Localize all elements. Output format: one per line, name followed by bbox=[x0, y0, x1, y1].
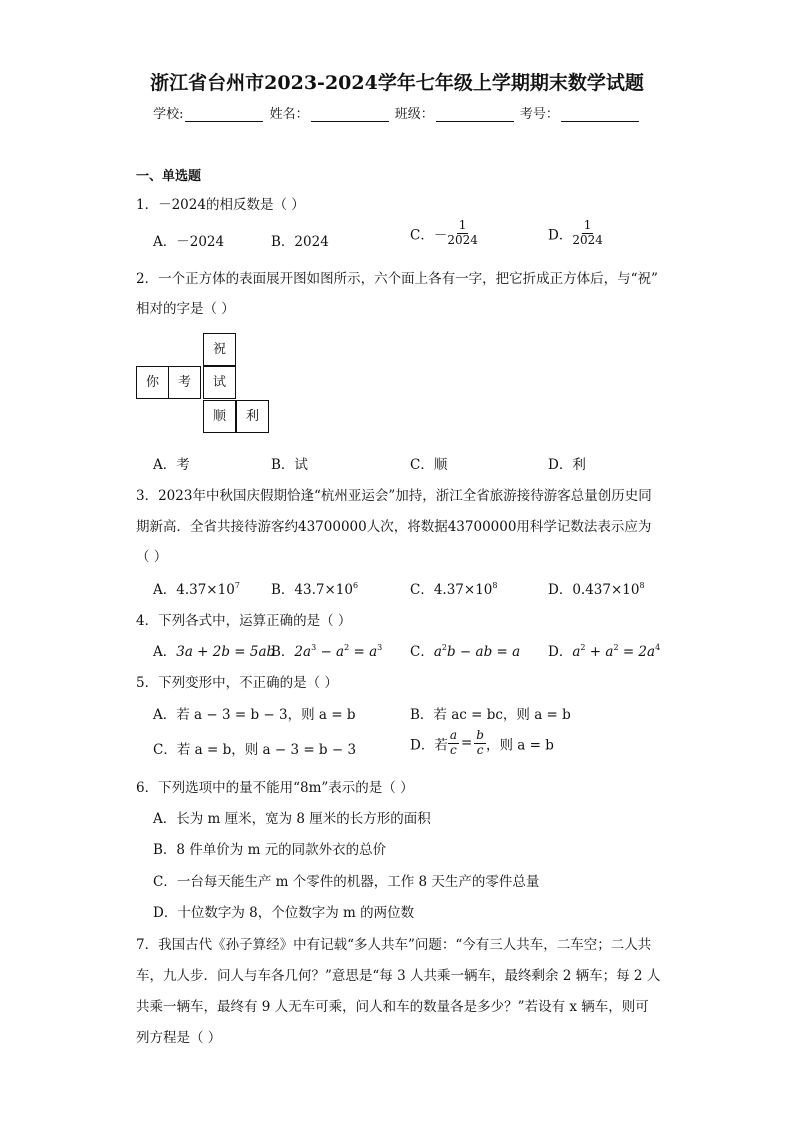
q6-option-b: B．8 件单价为 m 元的同款外衣的总价 bbox=[153, 842, 387, 858]
q1-option-a: A．－2024 bbox=[153, 234, 225, 250]
q3-c-exponent: 8 bbox=[492, 581, 498, 590]
q5-option-c: C．若 a = b，则 a − 3 = b − 3 bbox=[153, 742, 357, 758]
q3-b-exponent: 6 bbox=[352, 581, 359, 590]
exam-no-label: 考号： bbox=[519, 107, 559, 122]
q4-d-exp2: 2 bbox=[613, 643, 619, 652]
q3-option-c bbox=[410, 578, 497, 598]
question-3-stem-line3: （ ） bbox=[136, 549, 168, 565]
q4-b-exp1: 3 bbox=[311, 643, 317, 652]
q4-option-d bbox=[548, 640, 660, 660]
q6-option-d: D．十位数字为 8，个位数字为 m 的两位数 bbox=[153, 905, 415, 921]
q5-d-num2: b bbox=[476, 728, 484, 742]
q4-b-exp3: 3 bbox=[377, 643, 383, 652]
q3-a-base: A．4.37×10 bbox=[153, 582, 235, 598]
q2-option-a: A．考 bbox=[153, 457, 190, 473]
q4-d-label: D． bbox=[548, 644, 573, 660]
question-7-line4: 列方程是（ ） bbox=[136, 1030, 222, 1046]
q1-option-d bbox=[548, 219, 603, 248]
q2-option-c: C．顺 bbox=[410, 457, 448, 473]
question-2-stem-line2: 相对的字是（ ） bbox=[136, 301, 235, 317]
q4-b-term1: 2a bbox=[294, 644, 312, 660]
q4-b-term2: − a bbox=[316, 644, 345, 660]
q4-c-term2: b − ab = a bbox=[447, 644, 521, 660]
q1-d-prefix: D． bbox=[548, 227, 573, 244]
q4-b-term3: = a bbox=[349, 644, 378, 660]
net-cell-shi: 试 bbox=[203, 366, 236, 399]
name-blank bbox=[311, 109, 389, 122]
q4-option-b bbox=[271, 640, 382, 660]
q1-d-numerator: 1 bbox=[583, 218, 592, 232]
page-title: 浙江省台州市2023-2024学年七年级上学期期末数学试题 bbox=[150, 72, 644, 94]
q6-option-a: A．长为 m 厘米，宽为 8 厘米的长方形的面积 bbox=[153, 811, 431, 827]
q3-c-base: C．4.37×10 bbox=[410, 582, 493, 598]
q3-option-b bbox=[271, 578, 358, 598]
section-title: 一、单选题 bbox=[136, 169, 202, 184]
q4-b-label: B． bbox=[271, 644, 295, 660]
q2-option-d: D．利 bbox=[548, 457, 586, 473]
q1-d-denominator: 2024 bbox=[572, 232, 603, 247]
student-info-line bbox=[0, 103, 794, 122]
q6-option-c: C．一台每天能生产 m 个零件的机器，工作 8 天生产的零件总量 bbox=[153, 874, 540, 890]
q5-d-fraction-left bbox=[448, 729, 459, 758]
q5-option-b: B．若 ac = bc，则 a = b bbox=[410, 707, 571, 723]
q3-b-base: B．43.7×10 bbox=[271, 582, 353, 598]
question-3-stem-line1: 3．2023年中秋国庆假期恰逢“杭州亚运会”加持，浙江全省旅游接待游客总量创历史同 bbox=[136, 488, 652, 504]
q1-option-b: B．2024 bbox=[271, 234, 329, 250]
net-cell-kao: 考 bbox=[168, 366, 201, 399]
net-cell-zhu: 祝 bbox=[203, 333, 236, 366]
name-label: 姓名： bbox=[269, 107, 309, 122]
q4-b-exp2: 2 bbox=[344, 643, 350, 652]
q4-a-expression: 3a + 2b = 5ab bbox=[176, 644, 276, 660]
q5-d-den2: c bbox=[476, 742, 484, 757]
q5-d-prefix: D．若 bbox=[410, 737, 448, 754]
q1-c-numerator: 1 bbox=[458, 218, 467, 232]
question-2-stem-line1: 2．一个正方体的表面展开图如图所示，六个面上各有一字，把它折成正方体后，与“祝” bbox=[136, 271, 658, 287]
q5-d-num1: a bbox=[449, 728, 457, 742]
class-label: 班级： bbox=[394, 107, 434, 122]
q1-c-fraction bbox=[447, 219, 478, 248]
q4-d-exp3: 4 bbox=[655, 643, 661, 652]
school-label: 学校: bbox=[153, 107, 184, 122]
q1-c-denominator: 2024 bbox=[447, 232, 478, 247]
net-cell-li: 利 bbox=[236, 400, 269, 433]
q2-option-b: B．试 bbox=[271, 457, 308, 473]
question-7-line2: 车，九人步．问人与车各几何？”意思是“每 3 人共乘一辆车，最终剩余 2 辆车；每 2 人 bbox=[136, 968, 661, 984]
q4-d-term1: a bbox=[572, 644, 581, 660]
q4-a-label: A． bbox=[153, 644, 177, 660]
question-1-stem: 1．－2024的相反数是（ ） bbox=[136, 197, 305, 213]
q3-d-exponent: 8 bbox=[639, 581, 645, 590]
question-7-line1: 7．我国古代《孙子算经》中有记载“多人共车”问题：“今有三人共车，二车空；二人共 bbox=[136, 937, 652, 953]
class-blank bbox=[436, 109, 514, 122]
q5-option-d bbox=[410, 729, 554, 758]
question-7-line3: 共乘一辆车，最终有 9 人无车可乘，问人和车的数量各是多少？”若设有 x 辆车，则可 bbox=[136, 999, 649, 1015]
q3-option-d bbox=[548, 578, 645, 598]
question-6-stem: 6．下列选项中的量不能用“8m”表示的是（ ） bbox=[136, 780, 414, 796]
net-cell-shun: 顺 bbox=[203, 400, 236, 433]
q4-d-term2: + a bbox=[585, 644, 614, 660]
q4-c-exp1: 2 bbox=[441, 643, 447, 652]
q4-c-term1: a bbox=[433, 644, 442, 660]
exam-no-blank bbox=[561, 109, 639, 122]
q5-d-fraction-right bbox=[474, 729, 486, 758]
q1-d-fraction bbox=[572, 219, 603, 248]
school-blank bbox=[185, 109, 263, 122]
q5-d-equals: = bbox=[460, 735, 473, 752]
q4-d-term3: = 2a bbox=[618, 644, 656, 660]
q3-a-exponent: 7 bbox=[234, 581, 240, 590]
q3-option-a bbox=[153, 578, 240, 598]
q5-option-a: A．若 a − 3 = b − 3，则 a = b bbox=[153, 707, 356, 723]
q1-option-c bbox=[410, 219, 478, 248]
q5-d-suffix: ，则 a = b bbox=[485, 737, 554, 754]
q4-option-a bbox=[153, 640, 275, 660]
q4-c-label: C． bbox=[410, 644, 434, 660]
question-3-stem-line2: 期新高．全省共接待游客约43700000人次，将数据43700000用科学记数法表示应为 bbox=[136, 519, 652, 535]
q4-d-exp1: 2 bbox=[580, 643, 586, 652]
q1-c-prefix: C．－ bbox=[410, 227, 448, 244]
q3-d-base: D．0.437×10 bbox=[548, 582, 640, 598]
question-4-stem: 4．下列各式中，运算正确的是（ ） bbox=[136, 613, 352, 629]
q5-d-den1: c bbox=[450, 742, 457, 757]
q4-option-c bbox=[410, 640, 520, 660]
question-5-stem: 5．下列变形中，不正确的是（ ） bbox=[136, 675, 338, 691]
net-cell-ni: 你 bbox=[136, 366, 169, 399]
